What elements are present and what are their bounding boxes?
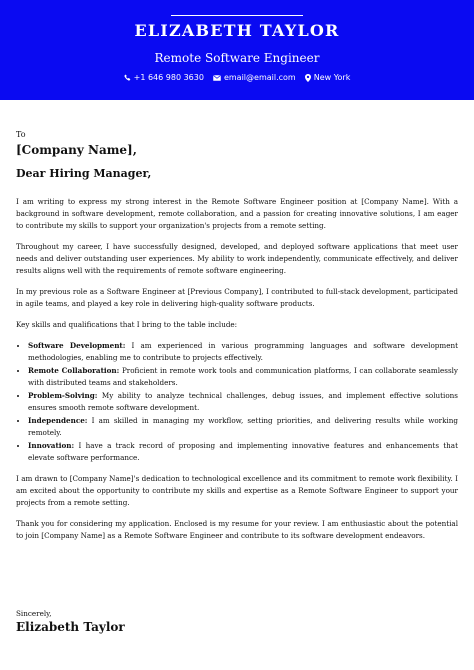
paragraph-intro: I am writing to express my strong interest in the Remote Software Engineer position at [Company Name]. With a background in software development, remote collaboration, and a passion for creating innovative solutions, I am eager to contribute my skills to support your organization's projects from a remote setting. xyxy=(16,197,458,230)
email-icon xyxy=(213,75,221,81)
location-icon xyxy=(305,74,311,82)
contact-phone xyxy=(124,73,204,82)
skill-item xyxy=(28,415,458,439)
applicant-name: ELIZABETH TAYLOR xyxy=(134,21,340,40)
header-divider xyxy=(171,15,303,16)
contact-location xyxy=(305,73,351,82)
paragraph-skills-intro: Key skills and qualifications that I bring to the table include: xyxy=(16,320,238,329)
paragraph-thanks: Thank you for considering my application. Enclosed is my resume for your review. I am enthusiastic about the potential to join [Company Name] as a Remote Software Engineer and contribute to its software development endeavors. xyxy=(16,519,458,540)
header-banner xyxy=(0,0,474,100)
applicant-job-title: Remote Software Engineer xyxy=(154,51,320,65)
skill-label: Software Development: xyxy=(28,341,126,350)
skill-item xyxy=(28,365,458,389)
skill-text: I have a track record of proposing and implementing innovative features and enhancements that elevate software performance. xyxy=(28,441,458,462)
skill-item xyxy=(28,340,458,364)
phone-icon xyxy=(124,74,131,81)
contact-location-text: New York xyxy=(313,73,351,82)
skills-list xyxy=(16,340,458,464)
skill-text: Proficient in remote work tools and communication platforms, I can collaborate seamlessly with distributed teams and stakeholders. xyxy=(28,366,458,387)
letter-body xyxy=(16,196,458,551)
skill-item xyxy=(28,440,458,464)
skill-label: Independence: xyxy=(28,416,88,425)
contact-email xyxy=(213,73,296,82)
skill-text: I am experienced in various programming languages and software development methodologies, enabling me to contribute to projects effectively. xyxy=(28,341,458,362)
contact-email-text: email@email.com xyxy=(223,73,296,82)
skill-label: Innovation: xyxy=(28,441,75,450)
signature-name: Elizabeth Taylor xyxy=(16,620,125,634)
contact-row xyxy=(0,73,474,82)
recipient-to-label: To xyxy=(16,130,26,139)
paragraph-previous-role: In my previous role as a Software Engineer at [Previous Company], I contributed to full-stack development, participated in agile teams, and played a key role in delivering high-quality software products. xyxy=(16,287,458,308)
skill-text: I am skilled in managing my workflow, setting priorities, and delivering results while working remotely. xyxy=(28,416,458,437)
recipient-company: [Company Name], xyxy=(16,143,137,157)
skill-item xyxy=(28,390,458,414)
paragraph-career: Throughout my career, I have successfully designed, developed, and deployed software applications that meet user needs and deliver outstanding user experiences. My ability to work independently, communicate effectively, and deliver results aligns well with the requirements of remote software engineering. xyxy=(16,242,458,275)
salutation: Dear Hiring Manager, xyxy=(16,167,152,180)
closing: Sincerely, xyxy=(16,609,52,618)
skill-label: Problem-Solving: xyxy=(28,391,98,400)
contact-phone-text: +1 646 980 3630 xyxy=(133,73,204,82)
skill-text: My ability to analyze technical challenges, debug issues, and implement effective solutions ensures smooth remote software development. xyxy=(28,391,458,412)
paragraph-motivation: I am drawn to [Company Name]'s dedication to technological excellence and its commitment to remote work flexibility. I am excited about the opportunity to contribute my skills and expertise as a Remote Software Engineer to support your projects from a remote setting. xyxy=(16,474,458,507)
skill-label: Remote Collaboration: xyxy=(28,366,120,375)
